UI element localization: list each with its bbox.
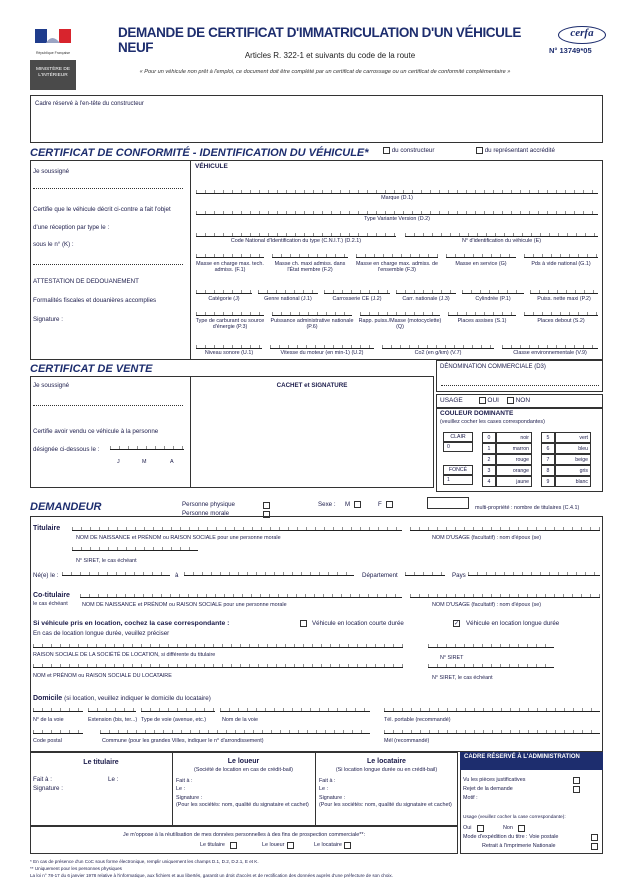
color-label: gris [579, 467, 588, 474]
sous-no-label: sous le n° (K) : [33, 241, 74, 248]
usage-box [436, 394, 603, 408]
personne-physique-checkbox[interactable] [263, 502, 270, 509]
color-code: 7 [546, 456, 550, 463]
sexe-m-label: M [345, 501, 351, 508]
representant-checkbox[interactable] [476, 147, 483, 154]
co2-label: Co2 (en g/km) (V.7) [414, 350, 462, 356]
color-code: 3 [487, 467, 491, 474]
intro-note: « Pour un véhicule non prêt à l'emploi, ce document doit être complété par un certificat de carrossage ou un certificat de conformité complémentaire » [139, 69, 511, 75]
extension-input[interactable] [88, 708, 136, 712]
color-num[interactable] [482, 454, 496, 465]
raison-location-input[interactable] [33, 644, 403, 648]
color-name [555, 443, 591, 454]
color-num[interactable] [541, 476, 555, 487]
masse-tech-label: Masse en charge max. tech. admiss. (F.1) [196, 261, 264, 273]
cylindree-input[interactable] [462, 290, 524, 294]
rapp-puiss-label: Rapp. puiss./Masse (motocyclette) (Q) [358, 318, 442, 330]
color-label: marron [512, 445, 529, 452]
cotitulaire-nom-label: NOM DE NAISSANCE et PRÉNOM ou RAISON SOCIALE pour une personne morale [82, 602, 287, 608]
co2-input[interactable] [382, 345, 494, 349]
sig-titulaire-signature: Signature : [33, 785, 63, 792]
sig-loueur-sub: (Société de location en cas de crédit-bail) [194, 767, 293, 773]
opp-titulaire-label: Le titulaire [200, 842, 225, 848]
pays-input[interactable] [468, 572, 600, 576]
nom-locataire-label: NOM et PRÉNOM ou RAISON SOCIALE DU LOCATAIRE [33, 673, 172, 679]
pays-label: Pays [452, 572, 466, 579]
sexe-f-checkbox[interactable] [386, 501, 393, 508]
cerfa-text: cerfa [570, 27, 594, 39]
genre-input[interactable] [258, 290, 318, 294]
masse-etat-label: Masse ch. maxi admiss. dans l'État membre (F.2) [274, 261, 346, 273]
denomination-box[interactable] [436, 360, 603, 392]
opp-locataire-checkbox[interactable] [344, 842, 351, 849]
vente-title: CERTIFICAT DE VENTE [30, 363, 153, 375]
page-title: DEMANDE DE CERTIFICAT D'IMMATRICULATION D'UN VÉHICULE NEUF [118, 25, 521, 55]
pds-vide-label: Pds à vide national (G.1) [531, 261, 591, 267]
usage-oui-label: OUI [487, 397, 499, 405]
color-num[interactable] [482, 465, 496, 476]
genre-label: Genre national (J.1) [264, 296, 312, 302]
clair-code-cell[interactable] [443, 442, 473, 452]
date-m: M [142, 459, 147, 465]
ne-le-label: Né(e) le : [33, 572, 59, 579]
cotitulaire-heading: Co-titulaire [33, 592, 70, 599]
mel-label: Mél (recommandé) [384, 738, 430, 744]
admin-non-label: Non [503, 825, 513, 831]
location-siret-label: N° SIRET [440, 655, 464, 661]
id-vehicule-input[interactable] [405, 233, 598, 237]
conformite-option-representant[interactable] [476, 147, 555, 154]
cnit-input[interactable] [196, 233, 396, 237]
id-vehicule-label: N° d'identification du véhicule (E) [462, 238, 541, 244]
clair-code: 0 [447, 444, 450, 450]
titulaire-siret-label: N° SIRET, le cas échéant [76, 558, 137, 564]
commune-label: Commune (pour les grandes Villes, indiquer le n° d'arrondissement) [102, 738, 264, 744]
puiss-admin-label: Puissance administrative nationale (P.6) [270, 318, 354, 330]
voie-postale-label: Voie postale [529, 834, 559, 840]
color-code: 5 [546, 434, 550, 441]
opposition-text: Je m'oppose à la réutilisation de mes données personnelles à des fins de prospection commerciale**: [123, 832, 365, 838]
ministry-badge [30, 60, 76, 90]
cerfa-number: N° 13749*05 [549, 46, 592, 55]
clair-cell [443, 432, 473, 442]
usage-non-checkbox[interactable] [507, 397, 514, 404]
fonce-cell [443, 465, 473, 475]
color-num[interactable] [541, 443, 555, 454]
demandeur-title: DEMANDEUR [30, 501, 102, 513]
date-j: J [117, 459, 120, 465]
niveau-sonore-input[interactable] [196, 345, 262, 349]
cotitulaire-nom-usage-label: NOM D'USAGE (facultatif) : nom d'époux (se) [432, 602, 542, 608]
color-name [496, 476, 532, 487]
couleur-title: COULEUR DOMINANTE [440, 410, 514, 417]
sexe-f-label: F [378, 501, 382, 508]
opp-loueur-checkbox[interactable] [287, 842, 294, 849]
masse-service-input[interactable] [446, 254, 516, 258]
lieu-naissance-input[interactable] [184, 572, 354, 576]
multi-propriete-label: multi-propriété : nombre de titulaires (C.4.1) [475, 505, 580, 511]
color-name [555, 465, 591, 476]
motif-label: Motif : [463, 795, 478, 801]
admin-title: CADRE RÉSERVÉ À L'ADMINISTRATION [464, 754, 580, 760]
color-label: bleu [578, 445, 588, 452]
sig-locataire-societes: (Pour les sociétés: nom, qualité du signataire et cachet) [319, 802, 452, 808]
longue-duree-checkbox[interactable]: ✓ [454, 621, 460, 627]
titulaire-nom-label: NOM DE NAISSANCE et PRÉNOM ou RAISON SOCIALE pour une personne morale [76, 535, 281, 541]
vitesse-moteur-input[interactable] [270, 345, 374, 349]
opp-titulaire-checkbox[interactable] [230, 842, 237, 849]
courte-duree-checkbox[interactable] [300, 620, 307, 627]
location-heading: Si véhicule pris en location, cochez la case correspondante : [33, 620, 230, 627]
color-num[interactable] [541, 454, 555, 465]
type-voie-input[interactable] [141, 708, 215, 712]
color-code: 9 [546, 478, 550, 485]
sig-titulaire-heading: Le titulaire [83, 759, 119, 766]
sig-locataire-fait: Fait à : [319, 778, 336, 784]
masse-ensemble-input[interactable] [356, 254, 438, 258]
fonce-label: FONCÉ [448, 467, 468, 473]
vente-je-soussigne: Je soussigné [33, 382, 70, 389]
vehicule-heading: VÉHICULE [195, 163, 228, 170]
color-label: beige [575, 456, 588, 463]
color-code: 2 [487, 456, 491, 463]
fonce-code-cell[interactable] [443, 475, 473, 485]
rejet-checkbox[interactable] [573, 786, 580, 793]
tel-input[interactable] [384, 708, 600, 712]
puiss-nette-input[interactable] [530, 290, 598, 294]
color-label: jaune [516, 478, 529, 485]
departement-label: Département [362, 572, 398, 579]
nom-voie-input[interactable] [220, 708, 370, 712]
color-num[interactable] [482, 432, 496, 443]
usage-oui-checkbox[interactable] [479, 397, 486, 404]
sig-locataire-heading: Le locataire [367, 758, 406, 765]
option-representant-label: du représentant accrédité [484, 147, 555, 155]
opposition-box [30, 826, 458, 854]
footnote-2: ** Uniquement pour les personnes physiques [30, 866, 122, 871]
puiss-nette-label: Puiss. nette maxi (P.2) [537, 296, 591, 302]
masse-etat-input[interactable] [272, 254, 348, 258]
rejet-label: Rejet de la demande [463, 786, 513, 792]
admin-title-bar [460, 752, 603, 770]
domicile-label: Domicile [33, 695, 63, 702]
color-code: 6 [546, 445, 550, 452]
longue-duree-note: En cas de location longue durée, veuillez préciser [33, 630, 170, 637]
nom-locataire-input[interactable] [33, 664, 403, 668]
admin-oui-label: Oui [463, 825, 472, 831]
domicile-note: (si location, veuillez indiquer le domicile du locataire) [64, 695, 211, 702]
reception-label: d'une réception par type le : [33, 224, 110, 231]
color-label: rouge [515, 456, 529, 463]
multi-propriete-input[interactable] [427, 497, 469, 509]
admin-oui-checkbox[interactable] [477, 825, 484, 832]
vente-designee: désignée ci-dessous le : [33, 446, 100, 453]
classe-env-input[interactable] [502, 345, 598, 349]
vitesse-moteur-label: Vitesse du moteur (en min-1) (U.2) [280, 350, 364, 356]
formalites-label: Formalités fiscales et douanières accomplies [33, 297, 157, 304]
usage-label: USAGE [440, 397, 463, 405]
clair-label: CLAIR [450, 434, 466, 440]
retrait-label: Retrait à l'imprimerie Nationale [482, 843, 556, 849]
masse-service-label: Masse en service (G) [455, 261, 507, 267]
opp-loueur-label: Le loueur [262, 842, 285, 848]
puiss-admin-input[interactable] [272, 312, 352, 316]
code-postal-input[interactable] [33, 730, 83, 734]
date-a: A [170, 459, 174, 465]
conformite-title: CERTIFICAT DE CONFORMITÉ - IDENTIFICATION DU VÉHICULE* [30, 147, 369, 159]
sexe-m-checkbox[interactable] [354, 501, 361, 508]
color-label: blanc [575, 478, 588, 485]
attestation-label: ATTESTATION DE DEDOUANEMENT [33, 278, 139, 285]
color-code: 8 [546, 467, 550, 474]
sig-loueur-societes: (Pour les sociétés: nom, qualité du signataire et cachet) [176, 802, 309, 808]
locataire-siret-input[interactable] [428, 664, 554, 668]
usage-note: Usage (veuillez cocher la case correspondante): [463, 815, 566, 820]
color-name [555, 454, 591, 465]
mel-input[interactable] [384, 730, 600, 734]
places-debout-input[interactable] [524, 312, 598, 316]
titulaire-siret-input[interactable] [72, 547, 198, 551]
type-variante-input[interactable] [196, 211, 598, 215]
color-name [496, 443, 532, 454]
footnote-1: * En cas de présence d'un CoC sous forme électronique, remplir uniquement les champs D.1, D.2, D.2.1, E et K. [30, 859, 259, 864]
type-voie-label: Type de voie (avenue, etc.) [141, 717, 207, 723]
places-debout-label: Places debout (S.2) [537, 318, 585, 324]
sig-loueur-le: Le : [176, 786, 185, 792]
color-num[interactable] [482, 476, 496, 487]
color-name [555, 476, 591, 487]
carr-nationale-input[interactable] [396, 290, 456, 294]
cerfa-logo [558, 26, 606, 44]
voie-postale-checkbox[interactable] [591, 834, 598, 841]
retrait-checkbox[interactable] [591, 843, 598, 850]
a-label: à [175, 572, 179, 579]
ne-le-input[interactable] [62, 572, 170, 576]
color-name [496, 465, 532, 476]
titulaire-nom-usage-input[interactable] [410, 527, 600, 531]
extension-label: Extension (bis, ter...) [88, 717, 138, 723]
marque-label: Marque (D.1) [381, 195, 413, 201]
signature-label: Signature : [33, 316, 63, 323]
sexe-label: Sexe : [318, 501, 336, 508]
carr-nationale-label: Carr. nationale (J.3) [402, 296, 450, 302]
cachet-label: CACHET et SIGNATURE [276, 382, 348, 389]
sig-loueur-fait: Fait à : [176, 778, 193, 784]
conformite-option-constructeur[interactable] [383, 147, 434, 154]
denomination-label: DÉNOMINATION COMMERCIALE (D3) [440, 364, 546, 370]
titulaire-nom-usage-label: NOM D'USAGE (facultatif) : nom d'époux (se) [432, 535, 542, 541]
sig-locataire-sub: (Si location longue durée ou en crédit-bail) [335, 767, 438, 773]
categorie-label: Catégorie (J) [208, 296, 240, 302]
cylindree-label: Cylindrée (P.1) [475, 296, 511, 302]
color-code: 4 [487, 478, 491, 485]
code-postal-label: Code postal [33, 738, 62, 744]
longue-duree-label: Véhicule en location longue durée [466, 620, 560, 627]
rapp-puiss-input[interactable] [360, 312, 440, 316]
color-name [496, 432, 532, 443]
mode-label [463, 834, 558, 840]
color-name [496, 454, 532, 465]
vente-date-input[interactable] [110, 446, 184, 450]
domicile-heading [33, 695, 211, 702]
nom-voie-label: Nom de la voie [222, 717, 258, 723]
carburant-label: Type de carburant ou source d'énergie (P.3) [195, 318, 265, 330]
usage-non-label: NON [515, 397, 531, 405]
option-constructeur-label: du constructeur [391, 147, 435, 155]
mode-text: Mode d'expédition du titre : [463, 834, 528, 840]
color-code: 1 [487, 445, 491, 452]
je-soussigne-label: Je soussigné [33, 168, 70, 175]
carrosserie-input[interactable] [324, 290, 390, 294]
courte-duree-label: Véhicule en location courte durée [312, 620, 404, 627]
niveau-sonore-label: Niveau sonore (U.1) [204, 350, 254, 356]
type-variante-label: Type Variante Version (D.2) [364, 216, 430, 222]
footnote-3: La loi n° 78-17 du 6 janvier 1978 relative à l'informatique, aux fichiers et aux libertés, garantit un droit d'accès et de rectification des données auprès d'une préfecture de son choix. [30, 873, 393, 878]
personne-morale-label: Personne morale [182, 510, 230, 517]
color-label: orange [512, 467, 529, 474]
republique-logo [30, 27, 76, 59]
logo-text: République Française [35, 51, 71, 55]
carburant-input[interactable] [196, 312, 264, 316]
vu-pieces-checkbox[interactable] [573, 777, 580, 784]
cotitulaire-sub: le cas échéant [33, 601, 68, 607]
cnit-label: Code National d'Identification du type (C.N.I.T.) (D.2.1) [230, 238, 362, 244]
opp-locataire-label: Le locataire [314, 842, 342, 848]
places-assises-input[interactable] [448, 312, 516, 316]
vu-pieces-label: Vu les pièces justificatives [463, 777, 526, 783]
color-name [555, 432, 591, 443]
color-num[interactable] [482, 443, 496, 454]
masse-ensemble-label: Masse en charge max. admiss. de l'ensemble (F.3) [355, 261, 439, 273]
constructeur-label: Cadre réservé à l'en-tête du constructeur [35, 101, 144, 107]
categorie-input[interactable] [196, 290, 252, 294]
marque-input[interactable] [196, 190, 598, 194]
articles-text: Articles R. 322-1 et suivants du code de la route [244, 51, 416, 60]
sig-loueur-heading: Le loueur [227, 758, 260, 765]
color-num[interactable] [541, 465, 555, 476]
color-code: 0 [487, 434, 491, 441]
classe-env-label: Classe environnementale (V.9) [513, 350, 587, 356]
tel-label: Tél. portable (recommandé) [384, 717, 451, 723]
sig-titulaire-le: Le : [108, 776, 119, 783]
constructeur-checkbox[interactable] [383, 147, 390, 154]
certifie-label: Certifie que le véhicule décrit ci-contre a fait l'objet [33, 206, 171, 213]
cotitulaire-nom-usage-input[interactable] [410, 594, 600, 598]
num-voie-label: N° de la voie [33, 717, 64, 723]
location-siret-input[interactable] [428, 644, 554, 648]
fonce-code: 1 [447, 477, 450, 483]
color-label: noir [520, 434, 529, 441]
titulaire-heading: Titulaire [33, 525, 61, 532]
places-assises-label: Places assises (S.1) [457, 318, 507, 324]
pds-vide-input[interactable] [524, 254, 598, 258]
constructeur-box [30, 95, 603, 143]
commune-input[interactable] [100, 730, 370, 734]
sig-locataire-le: Le : [319, 786, 328, 792]
cotitulaire-nom-input[interactable] [80, 594, 402, 598]
masse-tech-input[interactable] [196, 254, 264, 258]
sig-locataire-signature: Signature : [319, 795, 346, 801]
color-num[interactable] [541, 432, 555, 443]
carrosserie-label: Carrosserie CE (J.2) [332, 296, 382, 302]
departement-input[interactable] [405, 572, 445, 576]
titulaire-nom-input[interactable] [72, 527, 402, 531]
couleur-sub: (veuillez cocher les cases correspondantes) [440, 419, 545, 425]
color-label: vert [579, 434, 588, 441]
sig-titulaire-fait: Fait à : [33, 776, 52, 783]
sig-loueur-signature: Signature : [176, 795, 203, 801]
num-voie-input[interactable] [33, 708, 83, 712]
admin-non-checkbox[interactable] [518, 825, 525, 832]
locataire-siret-label: N° SIRET, le cas échéant [432, 675, 493, 681]
raison-location-label: RAISON SOCIALE DE LA SOCIÉTÉ DE LOCATION, si différente du titulaire [33, 652, 216, 658]
personne-physique-label: Personne physique [182, 501, 235, 508]
ministry-text: MINISTÈRE DE L'INTÉRIEUR [35, 67, 71, 79]
vente-certifie: Certifie avoir vendu ce véhicule à la personne [33, 428, 159, 435]
